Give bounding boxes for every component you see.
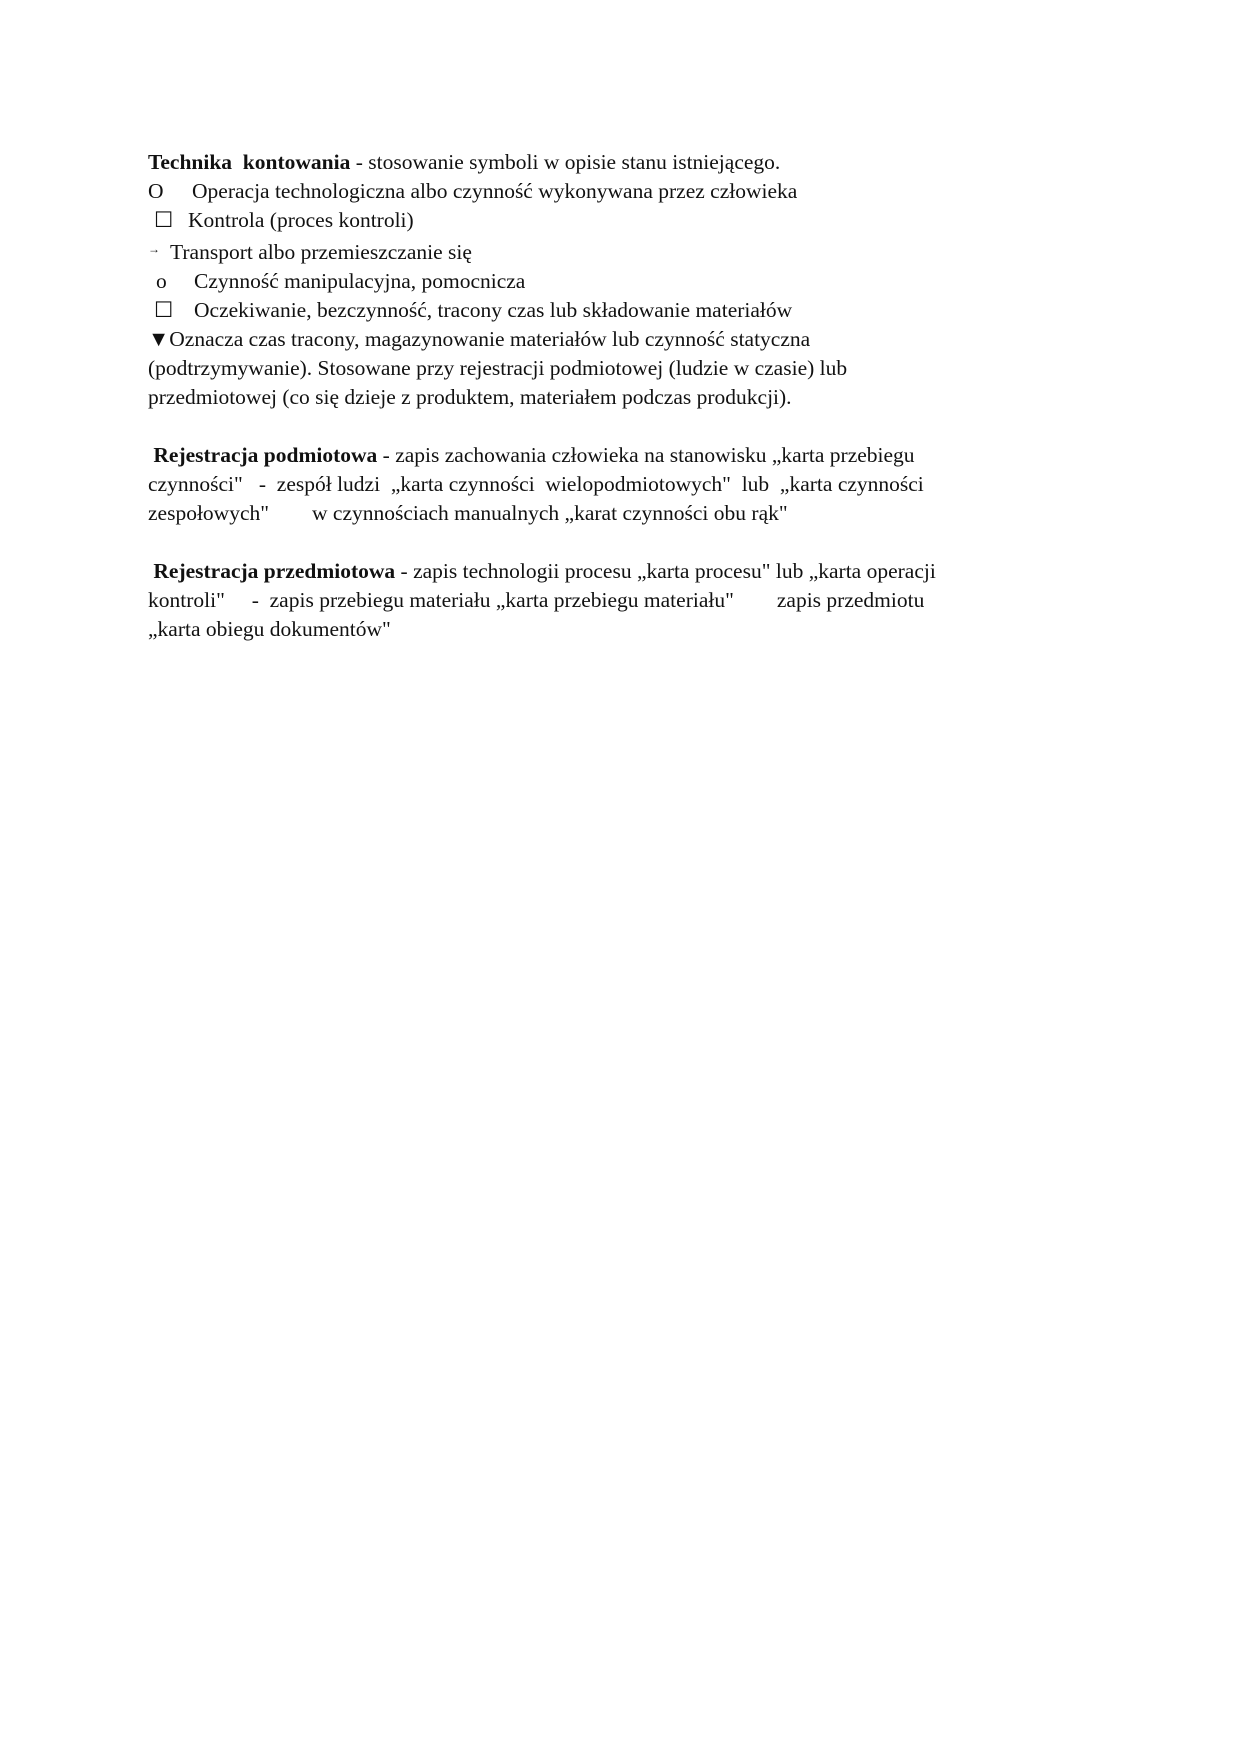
- triangle-down-icon: ▼: [148, 327, 170, 351]
- section2-line3: zespołowych" w czynnościach manualnych „karat czynności obu rąk": [148, 501, 788, 525]
- section3-title: Rejestracja przedmiotowa: [153, 559, 396, 583]
- triangle-item-text: Oznacza czas tracony, magazynowanie materiałów lub czynność statyczna: [169, 327, 811, 351]
- section1-heading-line: [148, 148, 1078, 177]
- section2-heading-line: [148, 441, 1078, 470]
- triangle-item-continuation: przedmiotowej (co się dzieje z produktem, materiałem podczas produkcji).: [148, 385, 792, 409]
- symbol-item-waiting: [148, 296, 1078, 325]
- arrow-symbol-icon: →: [148, 242, 160, 256]
- circle-symbol-icon: O: [148, 179, 164, 203]
- section2-line2: czynności" - zespół ludzi „karta czynności wielopodmiotowych" lub „karta czynności: [148, 472, 924, 496]
- paragraph-spacer: [148, 412, 1078, 441]
- section1-title-description: - stosowanie symboli w opisie stanu istniejącego.: [350, 150, 781, 174]
- symbol-item-control: [148, 206, 1078, 235]
- section2-title: Rejestracja podmiotowa: [153, 443, 378, 467]
- symbol-item-operation: [148, 177, 1078, 206]
- section3-heading-line: [148, 557, 1078, 586]
- symbol-item-manipulation: [148, 267, 1078, 296]
- symbol-item-text: Kontrola (proces kontroli): [188, 208, 414, 232]
- section2-line1-text: - zapis zachowania człowieka na stanowisku „karta przebiegu: [377, 443, 915, 467]
- symbol-item-text: Czynność manipulacyjna, pomocnicza: [194, 269, 526, 293]
- symbol-item-text: Operacja technologiczna albo czynność wykonywana przez człowieka: [192, 179, 798, 203]
- square-symbol-icon: ☐: [154, 208, 174, 232]
- paragraph-spacer: [148, 528, 1078, 557]
- section3-line3: „karta obiegu dokumentów": [148, 617, 391, 641]
- section3-line2: kontroli" - zapis przebiegu materiału „karta przebiegu materiału" zapis przedmiotu: [148, 588, 925, 612]
- symbol-item-text: Transport albo przemieszczanie się: [170, 240, 472, 264]
- triangle-item-continuation: (podtrzymywanie). Stosowane przy rejestracji podmiotowej (ludzie w czasie) lub: [148, 356, 848, 380]
- section3-line1-text: - zapis technologii procesu „karta procesu" lub „karta operacji: [395, 559, 936, 583]
- symbol-item-text: Oczekiwanie, bezczynność, tracony czas lub składowanie materiałów: [194, 298, 793, 322]
- small-circle-symbol-icon: o: [156, 269, 167, 293]
- triangle-item-line: [148, 325, 1078, 354]
- square-symbol-icon: ☐: [154, 298, 174, 322]
- section1-title: Technika kontowania: [148, 150, 351, 174]
- document-body: [148, 148, 1078, 644]
- symbol-item-transport: [148, 235, 1078, 267]
